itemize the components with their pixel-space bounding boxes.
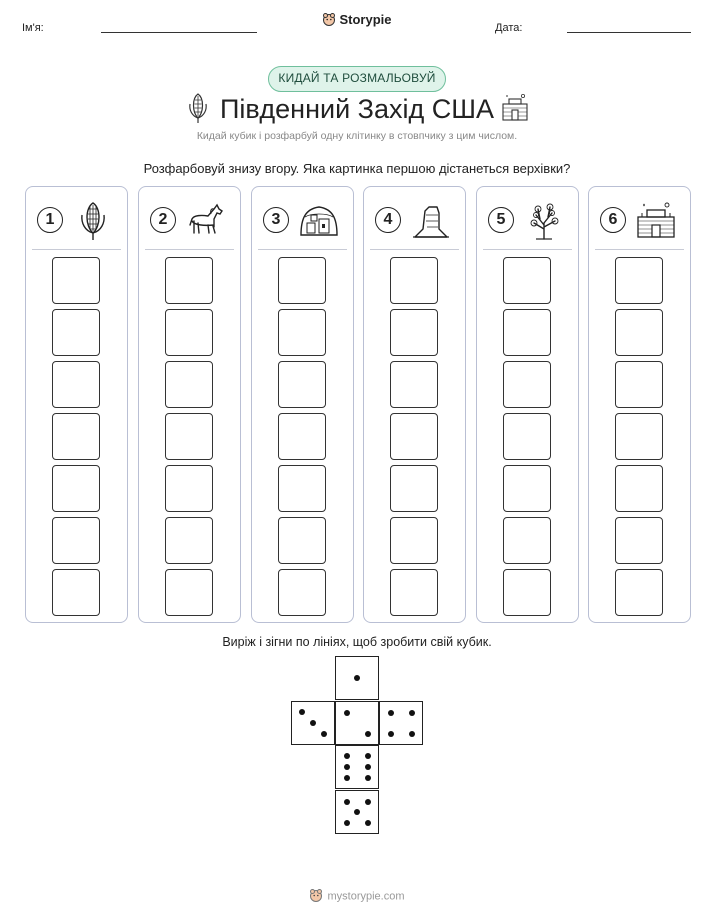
storypie-logo-icon (309, 888, 323, 905)
footer (0, 888, 714, 905)
color-cell[interactable] (52, 361, 100, 408)
color-cell[interactable] (390, 465, 438, 512)
die-face-2[interactable] (335, 701, 379, 745)
rock-formation-icon (409, 199, 453, 243)
color-cell[interactable] (278, 413, 326, 460)
column-3 (251, 186, 354, 623)
color-cell[interactable] (390, 569, 438, 616)
pueblo-icon (500, 92, 530, 122)
color-cell[interactable] (615, 413, 663, 460)
color-cell[interactable] (278, 517, 326, 564)
color-cell[interactable] (52, 569, 100, 616)
color-cell[interactable] (615, 257, 663, 304)
color-cell[interactable] (52, 517, 100, 564)
brand-name: Storypie (339, 12, 392, 27)
color-cell[interactable] (503, 569, 551, 616)
brand-logo (0, 12, 714, 29)
color-cell[interactable] (503, 465, 551, 512)
cliff-dwelling-icon (297, 199, 341, 243)
die-face-6[interactable] (335, 745, 379, 789)
die-face-4[interactable] (379, 701, 423, 745)
column-number: 6 (600, 207, 626, 233)
color-cell[interactable] (615, 569, 663, 616)
color-cell[interactable] (390, 517, 438, 564)
color-cell[interactable] (503, 413, 551, 460)
column-divider (145, 249, 234, 250)
color-cell[interactable] (52, 413, 100, 460)
color-cell[interactable] (278, 465, 326, 512)
column-number: 3 (263, 207, 289, 233)
color-cell[interactable] (615, 465, 663, 512)
date-label: Дата: (495, 22, 523, 34)
color-cell[interactable] (390, 413, 438, 460)
color-cell[interactable] (165, 257, 213, 304)
column-5 (476, 186, 579, 623)
pueblo-icon (634, 199, 678, 243)
color-cell[interactable] (390, 257, 438, 304)
color-cell[interactable] (278, 257, 326, 304)
color-cell[interactable] (503, 517, 551, 564)
column-number: 5 (488, 207, 514, 233)
date-line[interactable] (567, 32, 691, 33)
color-cell[interactable] (503, 257, 551, 304)
color-cell[interactable] (503, 361, 551, 408)
instruction: Розфарбовуй знизу вгору. Яка картинка першою дістанеться верхівки? (143, 161, 571, 176)
footer-url[interactable]: mystorypie.com (327, 890, 405, 903)
storypie-logo-icon (322, 12, 336, 29)
column-divider (370, 249, 459, 250)
color-cell[interactable] (615, 361, 663, 408)
die-face-3[interactable] (291, 701, 335, 745)
column-number: 4 (375, 207, 401, 233)
column-divider (32, 249, 121, 250)
color-cell[interactable] (165, 309, 213, 356)
name-line[interactable] (101, 32, 257, 33)
color-cell[interactable] (615, 517, 663, 564)
tree-icon (522, 199, 566, 243)
column-2 (138, 186, 241, 623)
page-title: Південний Захід США (219, 94, 495, 124)
subtitle: Кидай кубик і розфарбуй одну клітинку в стовпчику з цим числом. (196, 130, 518, 142)
color-cell[interactable] (165, 465, 213, 512)
color-cell[interactable] (390, 361, 438, 408)
die-face-5[interactable] (335, 790, 379, 834)
color-cell[interactable] (165, 361, 213, 408)
color-cell[interactable] (165, 517, 213, 564)
name-label: Ім'я: (22, 22, 44, 34)
column-4 (363, 186, 466, 623)
color-cell[interactable] (165, 569, 213, 616)
column-divider (483, 249, 572, 250)
corn-icon (71, 199, 115, 243)
color-cell[interactable] (278, 309, 326, 356)
column-number: 1 (37, 207, 63, 233)
activity-badge: КИДАЙ ТА РОЗМАЛЬОВУЙ (268, 66, 446, 92)
color-cell[interactable] (503, 309, 551, 356)
color-cell[interactable] (390, 309, 438, 356)
color-cell[interactable] (52, 257, 100, 304)
column-6 (588, 186, 691, 623)
die-face-1[interactable] (335, 656, 379, 700)
color-cell[interactable] (165, 413, 213, 460)
column-number: 2 (150, 207, 176, 233)
column-divider (595, 249, 684, 250)
color-cell[interactable] (278, 361, 326, 408)
color-cell[interactable] (52, 465, 100, 512)
color-cell[interactable] (52, 309, 100, 356)
horse-icon (184, 199, 228, 243)
column-1 (25, 186, 128, 623)
color-cell[interactable] (615, 309, 663, 356)
cube-instruction: Виріж і зігни по лініях, щоб зробити свій кубик. (222, 635, 492, 649)
column-divider (258, 249, 347, 250)
color-cell[interactable] (278, 569, 326, 616)
